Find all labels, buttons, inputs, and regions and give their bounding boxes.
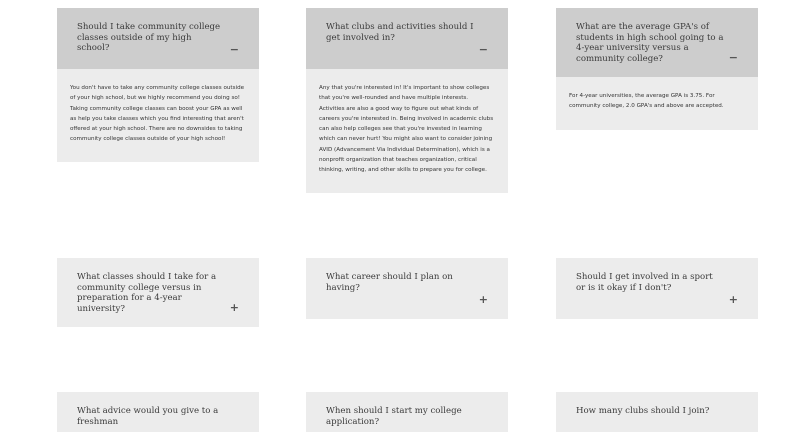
faq-question-button[interactable] (306, 258, 508, 319)
faq-item-freshman-advice (57, 392, 259, 432)
faq-item-how-many-clubs (556, 392, 758, 432)
faq-question-button[interactable] (57, 258, 259, 327)
faq-question-text: Should I take community college classes outside of my high school? (77, 22, 221, 54)
faq-item-college-application (306, 392, 508, 432)
faq-question-text: What are the average GPA's of students in high school going to a 4-year university versus a community college? (576, 22, 724, 64)
faq-answer: You don't have to take any community college classes outside of your high school, but we highly recommend you doing so! Taking community college classes can boost your GPA as well as help you take classes which you find interesting that aren't offered at your high school. There are no downsides to taking community college classes outside of your high school! (57, 69, 259, 162)
faq-question-text: What clubs and activities should I get involved in? (326, 22, 474, 43)
faq-answer: Any that you're interested in! It's important to show colleges that you're well-rounded and have multiple interests. Activities are also a good way to figure out what kinds of careers you're interested in. Being involved in academic clubs can also help colleges see that you're invested in learning which can never hurt! You might also want to consider joining AVID (Advancement Via Individual Determination), which is a nonprofit organization that teaches organization, critical thinking, writing, and other skills to prepare you for college. (306, 69, 508, 193)
faq-item-classes-preparation (57, 258, 259, 327)
minus-icon[interactable]: − (229, 43, 239, 56)
faq-question-button[interactable] (57, 392, 259, 432)
minus-icon[interactable]: − (478, 43, 488, 56)
faq-question-button[interactable] (306, 392, 508, 432)
faq-item-community-college-classes (57, 8, 259, 162)
plus-icon[interactable]: + (229, 301, 239, 314)
faq-question-text: What classes should I take for a community college versus in preparation for a 4-year university? (77, 272, 217, 314)
faq-question-button[interactable] (306, 8, 508, 69)
faq-question-text: What advice would you give to a freshman (77, 406, 219, 427)
faq-answer: For 4-year universities, the average GPA is 3.75. For community college, 2.0 GPA's and above are accepted. (556, 77, 758, 130)
faq-item-clubs-activities (306, 8, 508, 193)
plus-icon[interactable]: + (728, 293, 738, 306)
faq-item-average-gpa (556, 8, 758, 130)
minus-icon[interactable]: − (728, 51, 738, 64)
faq-question-text: What career should I plan on having? (326, 272, 453, 293)
faq-item-career-plan (306, 258, 508, 319)
plus-icon[interactable]: + (478, 293, 488, 306)
faq-question-button[interactable] (556, 258, 758, 319)
faq-question-text: How many clubs should I join? (576, 406, 710, 416)
faq-question-text: When should I start my college application? (326, 406, 462, 427)
faq-question-button[interactable] (556, 392, 758, 432)
faq-item-sports (556, 258, 758, 319)
faq-question-button[interactable] (57, 8, 259, 69)
faq-question-text: Should I get involved in a sport or is it okay if I don't? (576, 272, 713, 293)
faq-question-button[interactable] (556, 8, 758, 77)
